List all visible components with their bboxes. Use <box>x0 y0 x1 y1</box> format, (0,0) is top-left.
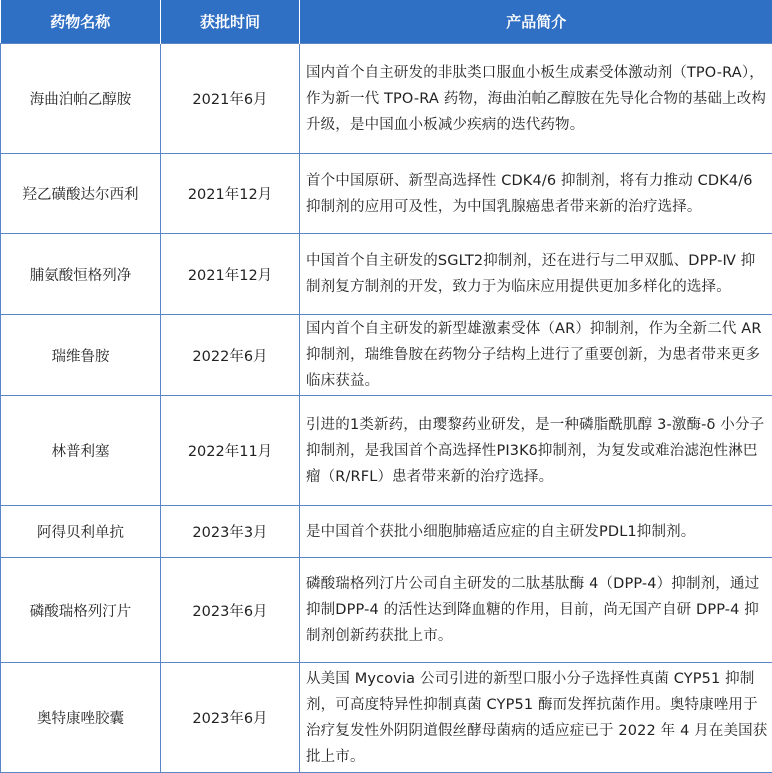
drug-name-cell: 阿得贝利单抗 <box>1 506 161 558</box>
drug-name-cell: 磷酸瑞格列汀片 <box>1 558 161 663</box>
approval-date-cell: 2021年12月 <box>161 154 300 234</box>
approval-date-cell: 2023年6月 <box>161 558 300 663</box>
table-row <box>1 506 772 558</box>
description-cell: 国内首个自主研发的非肽类口服血小板生成素受体激动剂（TPO-RA），作为新一代 TPO-RA 药物，海曲泊帕乙醇胺在先导化合物的基础上改构升级，是中国血小板减少疾病的迭代药物。 <box>300 44 772 154</box>
table-header <box>1 0 772 44</box>
header-product-intro: 产品简介 <box>300 0 772 44</box>
drug-name-cell: 羟乙磺酸达尔西利 <box>1 154 161 234</box>
table-row <box>1 663 772 773</box>
approval-date-cell: 2022年11月 <box>161 396 300 506</box>
table-row <box>1 234 772 315</box>
drug-name-cell: 瑞维鲁胺 <box>1 315 161 396</box>
approval-date-cell: 2021年12月 <box>161 234 300 315</box>
approval-date-cell: 2021年6月 <box>161 44 300 154</box>
description-cell: 是中国首个获批小细胞肺癌适应症的自主研发PDL1抑制剂。 <box>300 506 772 558</box>
approval-date-cell: 2023年3月 <box>161 506 300 558</box>
description-cell: 从美国 Mycovia 公司引进的新型口服小分子选择性真菌 CYP51 抑制剂，可高度特异性抑制真菌 CYP51 酶而发挥抗菌作用。奥特康唑用于治疗复发性外阴阴道假丝酵母菌病的适应症已于 2022 年 4 月在美国获批上市。 <box>300 663 772 773</box>
table-row <box>1 396 772 506</box>
approval-date-cell: 2023年6月 <box>161 663 300 773</box>
table-row <box>1 558 772 663</box>
drug-name-cell: 奥特康唑胶囊 <box>1 663 161 773</box>
description-cell: 中国首个自主研发的SGLT2抑制剂，还在进行与二甲双胍、DPP-Ⅳ 抑制剂复方制剂的开发，致力于为临床应用提供更加多样化的选择。 <box>300 234 772 315</box>
drug-name-cell: 海曲泊帕乙醇胺 <box>1 44 161 154</box>
table-row <box>1 315 772 396</box>
table-row <box>1 44 772 154</box>
description-cell: 磷酸瑞格列汀片公司自主研发的二肽基肽酶 4（DPP-4）抑制剂，通过抑制DPP-4 的活性达到降血糖的作用，目前，尚无国产自研 DPP-4 抑制剂创新药获批上市。 <box>300 558 772 663</box>
description-cell: 引进的1类新药，由璎黎药业研发，是一种磷脂酰肌醇 3-激酶-δ 小分子抑制剂，是我国首个高选择性PI3Kδ抑制剂，为复发或难治滤泡性淋巴瘤（R/RFL）患者带来新的治疗选择。 <box>300 396 772 506</box>
description-cell: 首个中国原研、新型高选择性 CDK4/6 抑制剂，将有力推动 CDK4/6 抑制剂的应用可及性，为中国乳腺癌患者带来新的治疗选择。 <box>300 154 772 234</box>
header-approval-date: 获批时间 <box>161 0 300 44</box>
description-cell: 国内首个自主研发的新型雄激素受体（AR）抑制剂，作为全新二代 AR 抑制剂，瑞维鲁胺在药物分子结构上进行了重要创新，为患者带来更多临床获益。 <box>300 315 772 396</box>
table-row <box>1 154 772 234</box>
drug-name-cell: 林普利塞 <box>1 396 161 506</box>
header-drug-name: 药物名称 <box>1 0 161 44</box>
table-body <box>1 44 772 773</box>
header-row <box>1 0 772 44</box>
drug-name-cell: 脯氨酸恒格列净 <box>1 234 161 315</box>
approval-date-cell: 2022年6月 <box>161 315 300 396</box>
